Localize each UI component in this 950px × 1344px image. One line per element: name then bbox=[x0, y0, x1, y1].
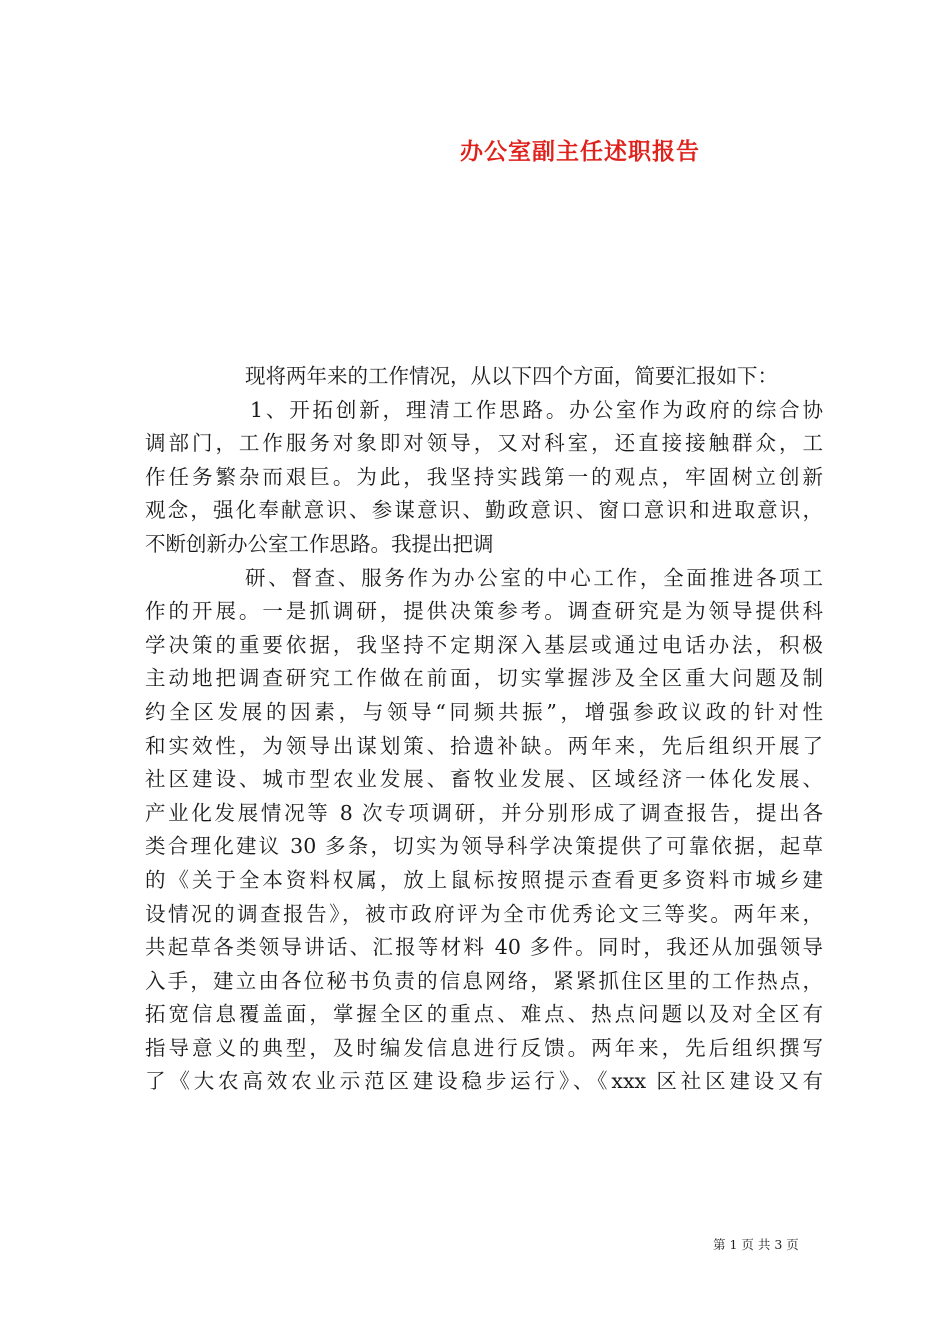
document-title: 办公室副主任述职报告 bbox=[460, 138, 700, 165]
body-line: 社区建设、城市型农业发展、畜牧业发展、区域经济一体化发展、 bbox=[145, 767, 823, 792]
body-line: 的《关于全本资料权属，放上鼠标按照提示查看更多资料市城乡建 bbox=[145, 867, 823, 892]
body-line: 1、开拓创新，理清工作思路。办公室作为政府的综合协 bbox=[250, 397, 823, 422]
page-number-footer: 第 1 页 共 3 页 bbox=[713, 1237, 799, 1252]
body-line: 约全区发展的因素，与领导“同频共振”，增强参政议政的针对性 bbox=[145, 699, 823, 724]
body-line: 调部门，工作服务对象即对领导，又对科室，还直接接触群众，工 bbox=[145, 431, 823, 456]
body-line: 设情况的调查报告》，被市政府评为全市优秀论文三等奖。两年来， bbox=[145, 901, 823, 926]
body-line: 和实效性，为领导出谋划策、拾遗补缺。两年来，先后组织开展了 bbox=[145, 733, 823, 758]
body-line: 产业化发展情况等 8 次专项调研，并分别形成了调查报告，提出各 bbox=[145, 800, 823, 825]
body-line: 入手，建立由各位秘书负责的信息网络，紧紧抓住区里的工作热点， bbox=[145, 968, 823, 993]
body-line: 观念，强化奉献意识、参谋意识、勤政意识、窗口意识和进取意识， bbox=[145, 498, 823, 523]
body-line: 研、督查、服务作为办公室的中心工作，全面推进各项工 bbox=[245, 565, 823, 590]
body-line: 共起草各类领导讲话、汇报等材料 40 多件。同时，我还从加强领导 bbox=[145, 935, 823, 960]
body-line: 不断创新办公室工作思路。我提出把调 bbox=[145, 531, 494, 556]
body-line: 了《大农高效农业示范区建设稳步运行》、《xxx 区社区建设又有 bbox=[145, 1069, 823, 1094]
body-line: 拓宽信息覆盖面，掌握全区的重点、难点、热点问题以及对全区有 bbox=[145, 1002, 823, 1027]
body-line: 作的开展。一是抓调研，提供决策参考。调查研究是为领导提供科 bbox=[145, 599, 823, 624]
body-line: 学决策的重要依据，我坚持不定期深入基层或通过电话办法，积极 bbox=[145, 632, 823, 657]
body-line: 主动地把调查研究工作做在前面，切实掌握涉及全区重大问题及制 bbox=[145, 666, 823, 691]
body-line: 类合理化建议 30 多条，切实为领导科学决策提供了可靠依据，起草 bbox=[145, 834, 823, 859]
body-line: 现将两年来的工作情况，从以下四个方面，简要汇报如下： bbox=[245, 364, 778, 388]
body-line: 指导意义的典型，及时编发信息进行反馈。两年来，先后组织撰写 bbox=[145, 1035, 823, 1060]
body-line: 作任务繁杂而艰巨。为此，我坚持实践第一的观点，牢固树立创新 bbox=[145, 464, 823, 489]
document-body bbox=[145, 360, 823, 1099]
